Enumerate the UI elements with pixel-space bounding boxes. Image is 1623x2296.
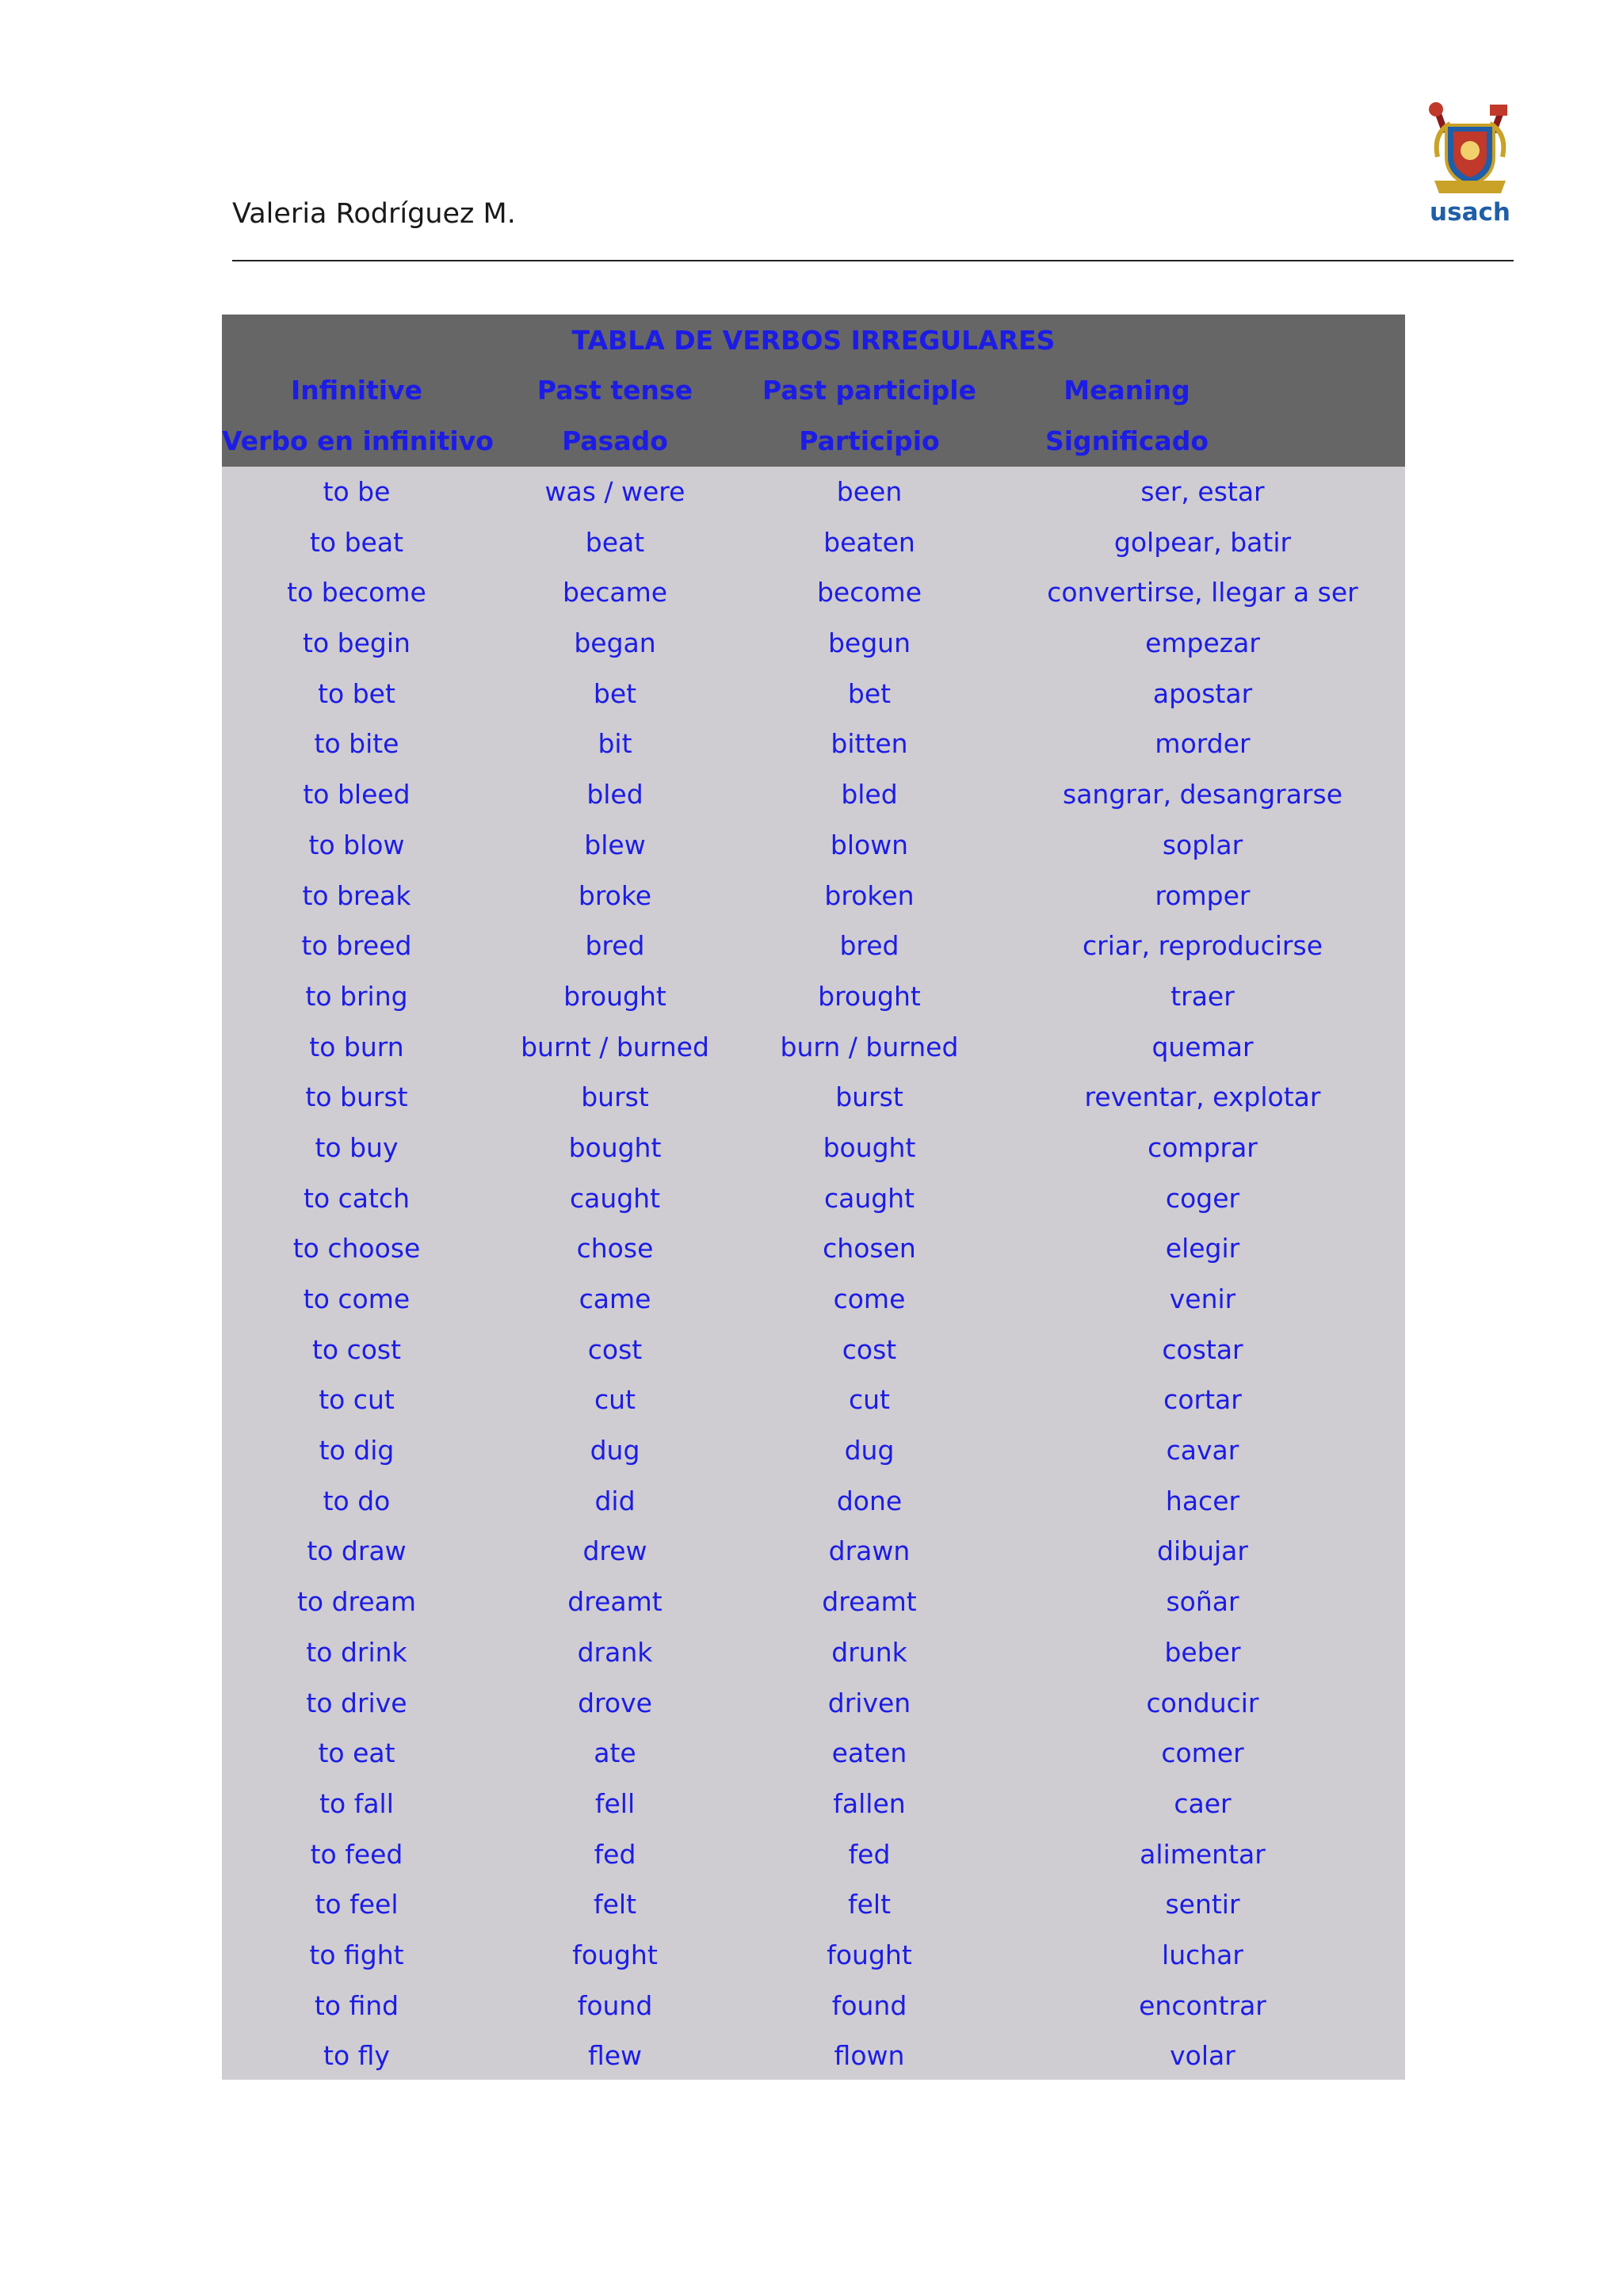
cell-infinitive: to dig bbox=[319, 1435, 395, 1466]
cell-past-participle: beaten bbox=[823, 526, 915, 558]
table-row bbox=[222, 1274, 1405, 1325]
cell-past-participle: fed bbox=[848, 1838, 891, 1870]
table-header bbox=[222, 315, 1405, 467]
cell-infinitive: to dream bbox=[296, 1586, 417, 1618]
cell-meaning: soñar bbox=[1166, 1586, 1239, 1618]
cell-infinitive: to draw bbox=[307, 1535, 407, 1567]
cell-past-tense: blew bbox=[584, 829, 646, 860]
cell-past-tense: bled bbox=[586, 779, 643, 810]
cell-infinitive: to drink bbox=[306, 1636, 407, 1668]
author-name: Valeria Rodríguez M. bbox=[232, 198, 516, 230]
cell-meaning: conducir bbox=[1146, 1687, 1259, 1718]
cell-past-tense: found bbox=[577, 1989, 653, 2021]
cell-past-participle: flown bbox=[834, 2040, 905, 2072]
cell-past-tense: bred bbox=[585, 930, 645, 962]
table-row bbox=[222, 1930, 1405, 1981]
cell-past-participle: eaten bbox=[831, 1737, 907, 1769]
cell-meaning: apostar bbox=[1152, 677, 1253, 709]
col-meaning-header: Meaning bbox=[1064, 375, 1190, 406]
cell-infinitive: to fly bbox=[323, 2040, 390, 2072]
cell-past-tense: felt bbox=[593, 1889, 637, 1920]
col-past-participle-header: Past participle bbox=[762, 375, 976, 406]
cell-infinitive: to eat bbox=[318, 1737, 395, 1769]
cell-past-tense: drew bbox=[582, 1535, 647, 1567]
table-row bbox=[222, 1879, 1405, 1930]
cell-meaning: hacer bbox=[1165, 1485, 1240, 1516]
cell-past-tense: burst bbox=[581, 1081, 649, 1113]
table-row bbox=[222, 2031, 1405, 2081]
cell-meaning: sangrar, desangrarse bbox=[1063, 779, 1342, 810]
cell-past-tense: bit bbox=[598, 728, 632, 760]
table-row bbox=[222, 1123, 1405, 1173]
cell-past-tense: cut bbox=[594, 1384, 636, 1416]
cell-past-participle: burn / burned bbox=[780, 1031, 959, 1062]
cell-past-participle: bred bbox=[839, 930, 899, 962]
cell-infinitive: to feed bbox=[310, 1838, 403, 1870]
cell-meaning: volar bbox=[1170, 2040, 1235, 2072]
cell-past-participle: found bbox=[831, 1989, 907, 2021]
cell-meaning: sentir bbox=[1165, 1889, 1240, 1920]
cell-infinitive: to cost bbox=[311, 1333, 402, 1365]
cell-meaning: beber bbox=[1164, 1636, 1241, 1668]
cell-meaning: golpear, batir bbox=[1113, 526, 1292, 558]
cell-past-participle: blown bbox=[830, 829, 909, 860]
cell-past-participle: bought bbox=[823, 1131, 916, 1163]
cell-past-tense: broke bbox=[578, 879, 652, 911]
table-row bbox=[222, 1476, 1405, 1527]
cell-infinitive: to feel bbox=[315, 1889, 399, 1920]
table-row bbox=[222, 1223, 1405, 1274]
cell-infinitive: to find bbox=[314, 1989, 399, 2021]
table-row bbox=[222, 871, 1405, 921]
table-row bbox=[222, 467, 1405, 517]
university-logo bbox=[1426, 101, 1514, 230]
cell-meaning: cortar bbox=[1163, 1384, 1242, 1416]
cell-meaning: alimentar bbox=[1140, 1838, 1266, 1870]
cell-past-participle: broken bbox=[824, 879, 915, 911]
cell-past-tense: fought bbox=[572, 1939, 658, 1970]
cell-infinitive: to breed bbox=[301, 930, 412, 962]
col-pasado-header: Pasado bbox=[562, 425, 668, 456]
cell-meaning: dibujar bbox=[1157, 1535, 1248, 1567]
cell-infinitive: to catch bbox=[304, 1182, 410, 1214]
table-row bbox=[222, 1678, 1405, 1729]
cell-past-tense: drove bbox=[578, 1687, 652, 1718]
cell-past-participle: bled bbox=[841, 779, 898, 810]
cell-past-tense: brought bbox=[563, 980, 666, 1012]
cell-meaning: comprar bbox=[1148, 1131, 1258, 1163]
cell-meaning: caer bbox=[1174, 1787, 1232, 1819]
cell-past-participle: bitten bbox=[831, 728, 908, 760]
cell-infinitive: to bet bbox=[318, 677, 395, 709]
cell-past-tense: became bbox=[562, 577, 668, 608]
cell-past-tense: fed bbox=[594, 1838, 636, 1870]
col-infinitive-header: Infinitive bbox=[290, 375, 422, 406]
cell-meaning: cavar bbox=[1166, 1435, 1239, 1466]
cell-meaning: comer bbox=[1161, 1737, 1244, 1769]
table-row bbox=[222, 1981, 1405, 2031]
cell-infinitive: to become bbox=[287, 577, 426, 608]
cell-infinitive: to burn bbox=[309, 1031, 404, 1062]
cell-past-tense: chose bbox=[576, 1233, 654, 1264]
cell-meaning: encontrar bbox=[1139, 1989, 1266, 2021]
cell-past-participle: dug bbox=[844, 1435, 895, 1466]
cell-past-participle: cut bbox=[849, 1384, 890, 1416]
table-row bbox=[222, 1325, 1405, 1375]
cell-past-tense: ate bbox=[594, 1737, 636, 1769]
table-row bbox=[222, 1779, 1405, 1829]
cell-meaning: venir bbox=[1169, 1283, 1236, 1314]
cell-past-participle: driven bbox=[827, 1687, 911, 1718]
cell-past-tense: was / were bbox=[544, 476, 685, 507]
table-row bbox=[222, 1173, 1405, 1224]
cell-past-tense: burnt / burned bbox=[521, 1031, 709, 1062]
cell-past-participle: been bbox=[836, 476, 903, 507]
cell-past-participle: felt bbox=[847, 1889, 892, 1920]
header-row-spanish bbox=[222, 416, 1405, 467]
cell-past-participle: dreamt bbox=[822, 1586, 917, 1618]
table-row bbox=[222, 820, 1405, 871]
table-row bbox=[222, 669, 1405, 719]
cell-infinitive: to drive bbox=[306, 1687, 407, 1718]
cell-infinitive: to begin bbox=[303, 627, 411, 659]
table-row bbox=[222, 1022, 1405, 1073]
cell-meaning: criar, reproducirse bbox=[1082, 930, 1323, 962]
cell-infinitive: to break bbox=[302, 879, 411, 911]
cell-past-tense: dug bbox=[590, 1435, 640, 1466]
cell-past-participle: brought bbox=[818, 980, 921, 1012]
cell-infinitive: to beat bbox=[309, 526, 404, 558]
table-body bbox=[222, 467, 1405, 2081]
cell-meaning: costar bbox=[1162, 1333, 1243, 1365]
cell-infinitive: to bring bbox=[305, 980, 408, 1012]
cell-infinitive: to bleed bbox=[303, 779, 411, 810]
table-row bbox=[222, 1728, 1405, 1779]
cell-infinitive: to fall bbox=[319, 1787, 394, 1819]
table-row bbox=[222, 1072, 1405, 1123]
cell-past-tense: bet bbox=[593, 677, 637, 709]
cell-past-tense: fell bbox=[594, 1787, 636, 1819]
cell-past-participle: fought bbox=[827, 1939, 912, 1970]
cell-meaning: romper bbox=[1155, 879, 1251, 911]
cell-past-participle: chosen bbox=[823, 1233, 916, 1264]
cell-past-participle: come bbox=[833, 1283, 906, 1314]
cell-past-tense: beat bbox=[585, 526, 645, 558]
cell-meaning: quemar bbox=[1151, 1031, 1254, 1062]
table-row bbox=[222, 618, 1405, 669]
cell-past-participle: begun bbox=[827, 627, 911, 659]
cell-infinitive: to be bbox=[323, 476, 391, 507]
cell-past-tense: drank bbox=[577, 1636, 653, 1668]
table-row bbox=[222, 1375, 1405, 1425]
cell-infinitive: to cut bbox=[319, 1384, 395, 1416]
table-row bbox=[222, 1526, 1405, 1577]
table-row bbox=[222, 1829, 1405, 1880]
col-past-tense-header: Past tense bbox=[537, 375, 693, 406]
table-row bbox=[222, 567, 1405, 618]
cell-meaning: luchar bbox=[1162, 1939, 1243, 1970]
cell-infinitive: to buy bbox=[315, 1131, 399, 1163]
cell-past-tense: came bbox=[579, 1283, 651, 1314]
table-row bbox=[222, 1425, 1405, 1476]
cell-meaning: empezar bbox=[1145, 627, 1260, 659]
cell-meaning: morder bbox=[1155, 728, 1251, 760]
table-row bbox=[222, 1627, 1405, 1678]
cell-meaning: coger bbox=[1165, 1182, 1240, 1214]
cell-past-participle: burst bbox=[835, 1081, 903, 1113]
table-row bbox=[222, 921, 1405, 971]
logo-wordmark: usach bbox=[1430, 198, 1510, 227]
cell-infinitive: to bite bbox=[314, 728, 399, 760]
col-significado-header: Significado bbox=[1044, 425, 1209, 456]
cell-meaning: soplar bbox=[1162, 829, 1243, 860]
cell-past-participle: done bbox=[836, 1485, 903, 1516]
cell-past-participle: cost bbox=[842, 1333, 897, 1365]
table-row bbox=[222, 769, 1405, 820]
cell-past-tense: flew bbox=[587, 2040, 643, 2072]
cell-past-participle: caught bbox=[823, 1182, 915, 1214]
cell-past-participle: drunk bbox=[831, 1636, 907, 1668]
col-infinitivo-header: Verbo en infinitivo bbox=[222, 425, 494, 456]
cell-past-tense: caught bbox=[569, 1182, 661, 1214]
cell-infinitive: to choose bbox=[292, 1233, 421, 1264]
header-row-english bbox=[222, 365, 1405, 416]
cell-past-tense: began bbox=[574, 627, 656, 659]
cell-meaning: ser, estar bbox=[1140, 476, 1265, 507]
cell-past-tense: bought bbox=[568, 1131, 662, 1163]
crest-icon bbox=[1426, 101, 1514, 198]
cell-infinitive: to fight bbox=[309, 1939, 404, 1970]
cell-meaning: reventar, explotar bbox=[1084, 1081, 1321, 1113]
header-divider bbox=[232, 260, 1514, 261]
cell-meaning: convertirse, llegar a ser bbox=[1047, 577, 1358, 608]
cell-meaning: traer bbox=[1170, 980, 1235, 1012]
irregular-verbs-table bbox=[222, 315, 1405, 2080]
cell-infinitive: to blow bbox=[308, 829, 405, 860]
col-participio-header: Participio bbox=[799, 425, 940, 456]
table-row bbox=[222, 1577, 1405, 1627]
cell-past-tense: cost bbox=[587, 1333, 643, 1365]
table-row bbox=[222, 719, 1405, 769]
cell-meaning: elegir bbox=[1165, 1233, 1240, 1264]
cell-past-participle: bet bbox=[847, 677, 892, 709]
cell-past-participle: become bbox=[816, 577, 922, 608]
table-row bbox=[222, 971, 1405, 1022]
cell-past-tense: did bbox=[594, 1485, 636, 1516]
cell-past-participle: fallen bbox=[833, 1787, 906, 1819]
cell-infinitive: to do bbox=[323, 1485, 391, 1516]
table-row bbox=[222, 517, 1405, 568]
cell-infinitive: to come bbox=[303, 1283, 411, 1314]
cell-infinitive: to burst bbox=[305, 1081, 408, 1113]
cell-past-tense: dreamt bbox=[567, 1586, 663, 1618]
cell-past-participle: drawn bbox=[828, 1535, 911, 1567]
table-title: TABLA DE VERBOS IRREGULARES bbox=[571, 325, 1056, 356]
